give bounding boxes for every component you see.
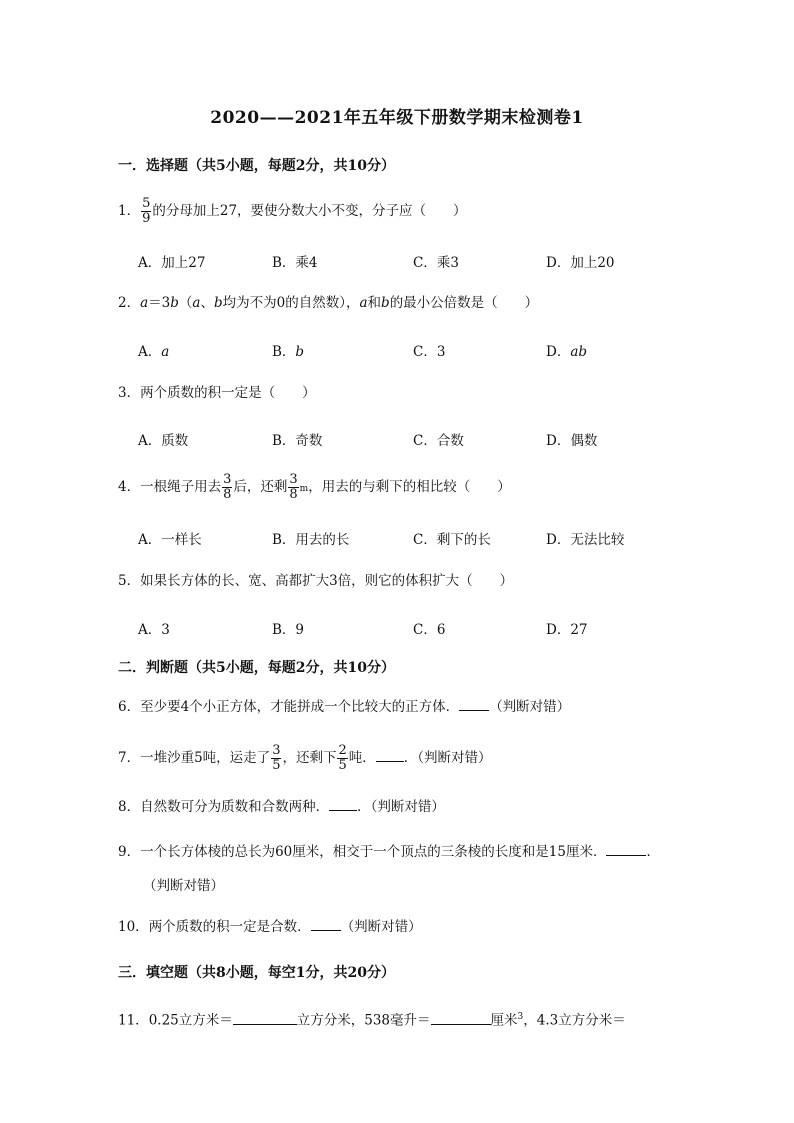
option-d: D．ab [546,344,588,360]
fraction: $\frac{3}{5}$ [272,743,281,773]
question-text: ，还剩下 [282,750,337,766]
question-number: 9． [118,844,141,860]
question-1 [118,197,467,226]
question-6 [118,697,570,717]
answer-blank[interactable] [311,918,341,931]
question-text: 至少要4个小正方体，才能拼成一个比较大的正方体． [140,699,460,715]
option-b: B．乘4 [272,255,318,271]
variable-b: b [170,295,179,311]
fraction: $\frac{3}{8}$ [223,472,232,502]
question-2 [118,293,538,313]
question-text: ，4.3立方分米＝ [523,1012,626,1029]
option-c: C．合数 [413,433,464,449]
question-number: 7． [118,750,141,766]
question-text: 均为不为0的自然数）， [222,295,360,311]
question-text: 立方分米，538毫升＝ [296,1012,431,1029]
option-b: B．b [272,344,305,360]
paren: （ [178,295,193,311]
variable-b: b [213,295,223,311]
separator: 、 [200,295,214,311]
question-suffix: ．（判断对错） [403,750,492,766]
question-4 [118,473,511,502]
variable-a: a [359,295,368,311]
question-text: 0.25立方米＝ [148,1012,233,1029]
page-title: 2020——2021年五年级下册数学期末检测卷1 [210,108,584,128]
option-b: B．奇数 [272,433,323,449]
unit-meter: m [299,484,309,494]
question-number: 6． [118,699,141,715]
question-number: 11． [118,1012,149,1029]
option-a: A．a [138,344,170,360]
section-heading-choice: 一．选择题（共5小题，每题2分，共10分） [118,158,395,174]
question-suffix: ． [646,844,660,860]
option-d: D．偶数 [546,433,598,449]
option-c: C．剩下的长 [413,532,491,548]
answer-blank[interactable] [431,1012,491,1025]
question-7 [118,744,492,773]
answer-blank[interactable] [606,843,646,856]
question-10 [118,917,422,937]
question-9-continuation: （判断对错） [143,878,224,894]
question-9 [118,842,660,862]
question-text: ，用去的与剩下的相比较（ ） [308,479,511,495]
option-d: D．27 [546,622,588,638]
option-a: A．质数 [138,433,189,449]
answer-blank[interactable] [459,698,489,711]
option-c: C．6 [413,622,446,638]
fraction: $\frac{2}{5}$ [338,743,347,773]
question-number: 8． [118,799,141,815]
option-c: C．乘3 [413,255,459,271]
question-text: 后，还剩 [233,479,288,495]
section-heading-fill: 三．填空题（共8小题，每空1分，共20分） [118,965,395,981]
question-number: 10． [118,919,149,935]
option-d: D．加上20 [546,255,615,271]
question-text: 一根绳子用去 [140,479,222,495]
section-heading-judge: 二．判断题（共5小题，每题2分，共10分） [118,660,395,676]
question-number: 4． [118,479,141,495]
question-text: 如果长方体的长、宽、高都扩大3倍，则它的体积扩大（ ） [140,573,514,589]
variable-b: b [381,295,390,311]
option-c: C．3 [413,344,446,360]
superscript: 3 [517,1012,524,1022]
conjunction: 和 [367,295,382,311]
answer-blank[interactable] [329,798,357,811]
question-text: 吨． [348,750,376,766]
question-3 [118,383,316,403]
fraction: $\frac{5}{9}$ [142,196,151,226]
question-text: 自然数可分为质数和合数两种． [140,799,330,815]
question-number: 1． [118,203,141,219]
answer-blank[interactable] [233,1012,297,1025]
answer-blank[interactable] [376,749,404,762]
question-text: 厘米 [490,1012,518,1029]
option-b: B．用去的长 [272,532,350,548]
variable-a: a [140,295,149,311]
question-number: 3． [118,385,141,401]
option-a: A．一样长 [138,532,202,548]
question-text: 一堆沙重5吨，运走了 [140,750,271,766]
question-number: 2． [118,295,141,311]
option-a: A．3 [138,622,170,638]
fraction: $\frac{3}{8}$ [289,472,298,502]
option-a: A．加上27 [138,255,206,271]
question-text: 的分母加上27，要使分数大小不变，分子应（ ） [152,203,467,219]
question-5 [118,571,513,591]
equals-three: ＝3 [148,295,171,311]
question-suffix: （判断对错） [489,699,571,715]
question-text: 两个质数的积一定是合数． [148,919,311,935]
question-suffix: ．（判断对错） [357,799,445,815]
question-text: 一个长方体棱的总长为60厘米，相交于一个顶点的三条棱的长度和是15厘米． [140,844,607,860]
question-text: 两个质数的积一定是（ ） [140,385,316,401]
question-text: 的最小公倍数是（ ） [389,295,539,311]
question-11 [118,1007,626,1031]
question-suffix: （判断对错） [340,919,422,935]
question-number: 5． [118,573,141,589]
option-b: B．9 [272,622,305,638]
option-d: D．无法比较 [546,532,625,548]
variable-a: a [192,295,201,311]
question-8 [118,797,445,817]
